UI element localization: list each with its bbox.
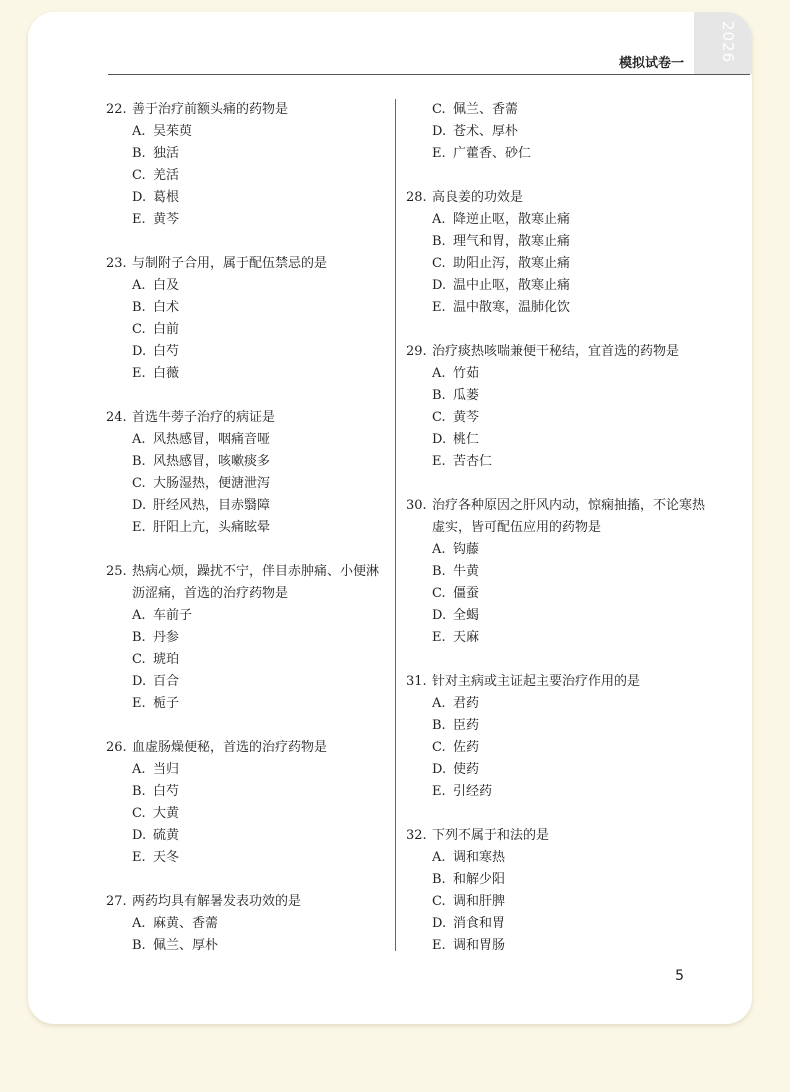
question-block bbox=[406, 495, 706, 649]
option-text: 理气和胃，散寒止痛 bbox=[453, 234, 571, 249]
option-letter: B. bbox=[432, 234, 446, 249]
option-letter: B. bbox=[132, 454, 146, 469]
question-number: 27. bbox=[106, 894, 127, 909]
answer-option bbox=[106, 209, 391, 231]
option-text: 琥珀 bbox=[153, 652, 180, 667]
option-letter: E. bbox=[132, 366, 146, 381]
question-text: 下列不属于和法的是 bbox=[432, 828, 550, 843]
option-letter: B. bbox=[132, 300, 146, 315]
option-letter: C. bbox=[432, 102, 446, 117]
answer-option bbox=[106, 341, 391, 363]
option-letter: D. bbox=[132, 828, 147, 843]
option-text: 天麻 bbox=[453, 630, 480, 645]
option-text: 和解少阳 bbox=[453, 872, 506, 887]
answer-option bbox=[406, 297, 706, 319]
question-block bbox=[106, 737, 391, 869]
answer-option bbox=[106, 913, 391, 935]
option-letter: D. bbox=[432, 762, 447, 777]
question-block bbox=[406, 341, 706, 473]
option-letter: C. bbox=[132, 652, 146, 667]
option-letter: A. bbox=[432, 366, 446, 381]
answer-option bbox=[406, 429, 706, 451]
page-header-title: 模拟试卷一 bbox=[618, 56, 684, 71]
option-text: 苦杏仁 bbox=[453, 454, 493, 469]
answer-option bbox=[106, 297, 391, 319]
option-text: 葛根 bbox=[153, 190, 180, 205]
question-number: 24. bbox=[106, 410, 127, 425]
option-letter: E. bbox=[432, 300, 446, 315]
option-text: 降逆止呕，散寒止痛 bbox=[453, 212, 571, 227]
option-text: 白及 bbox=[153, 278, 180, 293]
question-block bbox=[406, 99, 706, 165]
question-block bbox=[106, 891, 391, 957]
question-number: 22. bbox=[106, 102, 127, 117]
exam-page bbox=[28, 12, 752, 1024]
option-text: 风热感冒，咽痛音哑 bbox=[153, 432, 271, 447]
option-letter: A. bbox=[432, 696, 446, 711]
answer-option bbox=[106, 165, 391, 187]
option-text: 温中止呕，散寒止痛 bbox=[453, 278, 571, 293]
option-letter: D. bbox=[432, 916, 447, 931]
question-text: 两药均具有解暑发表功效的是 bbox=[132, 894, 302, 909]
question-text: 针对主病或主证起主要治疗作用的是 bbox=[432, 674, 641, 689]
option-text: 使药 bbox=[453, 762, 480, 777]
question-number: 26. bbox=[106, 740, 127, 755]
option-text: 僵蚕 bbox=[453, 586, 480, 601]
option-letter: B. bbox=[132, 146, 146, 161]
option-letter: E. bbox=[132, 520, 146, 535]
question-stem bbox=[106, 99, 391, 121]
option-letter: D. bbox=[132, 498, 147, 513]
question-stem bbox=[106, 561, 391, 605]
option-text: 百合 bbox=[153, 674, 180, 689]
question-text: 治疗各种原因之肝风内动，惊痫抽搐，不论寒热虚实，皆可配伍应用的药物是 bbox=[432, 498, 706, 535]
option-text: 白术 bbox=[153, 300, 180, 315]
answer-option bbox=[406, 935, 706, 957]
answer-option bbox=[106, 759, 391, 781]
answer-option bbox=[406, 385, 706, 407]
option-text: 白芍 bbox=[153, 784, 180, 799]
question-block bbox=[406, 671, 706, 803]
answer-option bbox=[406, 407, 706, 429]
option-letter: C. bbox=[132, 476, 146, 491]
left-column bbox=[106, 99, 391, 979]
option-text: 麻黄、香薷 bbox=[153, 916, 219, 931]
option-text: 大黄 bbox=[153, 806, 180, 821]
answer-option bbox=[106, 605, 391, 627]
question-text: 与制附子合用，属于配伍禁忌的是 bbox=[132, 256, 328, 271]
answer-option bbox=[106, 429, 391, 451]
option-letter: C. bbox=[132, 168, 146, 183]
answer-option bbox=[406, 209, 706, 231]
question-stem bbox=[106, 891, 391, 913]
option-letter: E. bbox=[132, 696, 146, 711]
option-letter: B. bbox=[432, 718, 446, 733]
option-letter: A. bbox=[432, 542, 446, 557]
answer-option bbox=[106, 847, 391, 869]
option-letter: E. bbox=[132, 850, 146, 865]
option-letter: B. bbox=[432, 388, 446, 403]
option-letter: D. bbox=[432, 124, 447, 139]
option-letter: D. bbox=[432, 432, 447, 447]
answer-option bbox=[106, 143, 391, 165]
option-letter: B. bbox=[132, 784, 146, 799]
option-text: 调和肝脾 bbox=[453, 894, 506, 909]
question-stem bbox=[106, 407, 391, 429]
corner-tab-text: 2026 bbox=[719, 21, 737, 64]
question-block bbox=[106, 561, 391, 715]
question-number: 31. bbox=[406, 674, 427, 689]
answer-option bbox=[406, 561, 706, 583]
option-letter: C. bbox=[432, 586, 446, 601]
question-number: 25. bbox=[106, 564, 127, 579]
question-stem bbox=[406, 825, 706, 847]
answer-option bbox=[106, 363, 391, 385]
question-text: 善于治疗前额头痛的药物是 bbox=[132, 102, 289, 117]
option-letter: D. bbox=[132, 674, 147, 689]
option-text: 肝经风热，目赤翳障 bbox=[153, 498, 271, 513]
option-letter: E. bbox=[432, 454, 446, 469]
option-letter: E. bbox=[432, 146, 446, 161]
question-text: 血虚肠燥便秘，首选的治疗药物是 bbox=[132, 740, 328, 755]
option-text: 白薇 bbox=[153, 366, 180, 381]
answer-option bbox=[106, 693, 391, 715]
question-number: 23. bbox=[106, 256, 127, 271]
option-text: 车前子 bbox=[153, 608, 193, 623]
option-text: 黄芩 bbox=[453, 410, 480, 425]
option-text: 广藿香、砂仁 bbox=[453, 146, 532, 161]
option-text: 调和胃肠 bbox=[453, 938, 506, 953]
option-text: 白前 bbox=[153, 322, 180, 337]
option-letter: B. bbox=[432, 564, 446, 579]
option-text: 温中散寒，温肺化饮 bbox=[453, 300, 571, 315]
option-text: 佩兰、厚朴 bbox=[153, 938, 219, 953]
option-letter: E. bbox=[432, 938, 446, 953]
answer-option bbox=[406, 693, 706, 715]
page-number: 5 bbox=[675, 968, 684, 984]
option-letter: D. bbox=[132, 190, 147, 205]
answer-option bbox=[406, 143, 706, 165]
answer-option bbox=[106, 319, 391, 341]
option-text: 硫黄 bbox=[153, 828, 180, 843]
question-text: 治疗痰热咳喘兼便干秘结，宜首选的药物是 bbox=[432, 344, 680, 359]
option-letter: C. bbox=[132, 322, 146, 337]
question-block bbox=[406, 187, 706, 319]
answer-option bbox=[406, 781, 706, 803]
answer-option bbox=[406, 99, 706, 121]
option-text: 调和寒热 bbox=[453, 850, 506, 865]
option-letter: C. bbox=[432, 740, 446, 755]
question-stem bbox=[406, 341, 706, 363]
answer-option bbox=[406, 847, 706, 869]
answer-option bbox=[406, 737, 706, 759]
question-stem bbox=[106, 253, 391, 275]
question-text: 首选牛蒡子治疗的病证是 bbox=[132, 410, 276, 425]
answer-option bbox=[406, 759, 706, 781]
question-text: 高良姜的功效是 bbox=[432, 190, 524, 205]
answer-option bbox=[106, 803, 391, 825]
option-text: 当归 bbox=[153, 762, 180, 777]
option-letter: B. bbox=[132, 938, 146, 953]
option-letter: B. bbox=[432, 872, 446, 887]
answer-option bbox=[406, 583, 706, 605]
option-text: 羌活 bbox=[153, 168, 180, 183]
right-column bbox=[406, 99, 706, 979]
answer-option bbox=[406, 451, 706, 473]
question-number: 30. bbox=[406, 498, 427, 513]
option-text: 大肠湿热，便溏泄泻 bbox=[153, 476, 271, 491]
answer-option bbox=[106, 473, 391, 495]
option-letter: E. bbox=[432, 784, 446, 799]
header-divider bbox=[108, 74, 750, 75]
option-text: 牛黄 bbox=[453, 564, 480, 579]
question-stem bbox=[406, 187, 706, 209]
answer-option bbox=[406, 715, 706, 737]
option-text: 肝阳上亢，头痛眩晕 bbox=[153, 520, 271, 535]
option-letter: A. bbox=[132, 278, 146, 293]
option-text: 君药 bbox=[453, 696, 480, 711]
answer-option bbox=[406, 363, 706, 385]
option-letter: C. bbox=[432, 894, 446, 909]
option-letter: E. bbox=[432, 630, 446, 645]
option-text: 风热感冒，咳嗽痰多 bbox=[153, 454, 271, 469]
option-letter: D. bbox=[132, 344, 147, 359]
option-text: 吴茱萸 bbox=[153, 124, 193, 139]
option-letter: C. bbox=[432, 410, 446, 425]
option-text: 助阳止泻，散寒止痛 bbox=[453, 256, 571, 271]
option-letter: D. bbox=[432, 608, 447, 623]
option-text: 钩藤 bbox=[453, 542, 480, 557]
answer-option bbox=[106, 649, 391, 671]
answer-option bbox=[406, 913, 706, 935]
option-text: 丹参 bbox=[153, 630, 180, 645]
answer-option bbox=[406, 627, 706, 649]
answer-option bbox=[406, 253, 706, 275]
option-letter: A. bbox=[132, 916, 146, 931]
option-letter: A. bbox=[132, 432, 146, 447]
question-stem bbox=[106, 737, 391, 759]
answer-option bbox=[106, 517, 391, 539]
option-text: 佐药 bbox=[453, 740, 480, 755]
option-text: 消食和胃 bbox=[453, 916, 506, 931]
answer-option bbox=[106, 935, 391, 957]
answer-option bbox=[106, 121, 391, 143]
question-block bbox=[106, 407, 391, 539]
answer-option bbox=[406, 231, 706, 253]
answer-option bbox=[106, 495, 391, 517]
option-text: 瓜蒌 bbox=[453, 388, 480, 403]
question-stem bbox=[406, 671, 706, 693]
option-letter: A. bbox=[432, 850, 446, 865]
option-letter: D. bbox=[432, 278, 447, 293]
answer-option bbox=[406, 275, 706, 297]
question-number: 28. bbox=[406, 190, 427, 205]
answer-option bbox=[406, 605, 706, 627]
answer-option bbox=[406, 121, 706, 143]
answer-option bbox=[106, 825, 391, 847]
question-block bbox=[106, 99, 391, 231]
option-text: 引经药 bbox=[453, 784, 493, 799]
answer-option bbox=[106, 275, 391, 297]
answer-option bbox=[406, 539, 706, 561]
option-text: 佩兰、香薷 bbox=[453, 102, 519, 117]
answer-option bbox=[106, 781, 391, 803]
option-letter: A. bbox=[132, 124, 146, 139]
question-stem bbox=[406, 495, 706, 539]
question-text: 热病心烦，躁扰不宁，伴目赤肿痛、小便淋沥涩痛，首选的治疗药物是 bbox=[132, 564, 380, 601]
option-text: 黄芩 bbox=[153, 212, 180, 227]
option-text: 苍术、厚朴 bbox=[453, 124, 519, 139]
option-text: 桃仁 bbox=[453, 432, 480, 447]
answer-option bbox=[106, 671, 391, 693]
option-text: 竹茹 bbox=[453, 366, 480, 381]
answer-option bbox=[106, 627, 391, 649]
option-letter: C. bbox=[432, 256, 446, 271]
option-text: 独活 bbox=[153, 146, 180, 161]
question-number: 29. bbox=[406, 344, 427, 359]
option-letter: B. bbox=[132, 630, 146, 645]
option-text: 栀子 bbox=[153, 696, 180, 711]
option-text: 白芍 bbox=[153, 344, 180, 359]
option-text: 天冬 bbox=[153, 850, 180, 865]
answer-option bbox=[106, 187, 391, 209]
question-number: 32. bbox=[406, 828, 427, 843]
question-block bbox=[406, 825, 706, 957]
answer-option bbox=[106, 451, 391, 473]
option-letter: C. bbox=[132, 806, 146, 821]
option-letter: A. bbox=[132, 762, 146, 777]
option-letter: A. bbox=[432, 212, 446, 227]
option-letter: E. bbox=[132, 212, 146, 227]
option-letter: A. bbox=[132, 608, 146, 623]
option-text: 全蝎 bbox=[453, 608, 480, 623]
answer-option bbox=[406, 891, 706, 913]
option-text: 臣药 bbox=[453, 718, 480, 733]
answer-option bbox=[406, 869, 706, 891]
column-divider bbox=[395, 99, 396, 951]
corner-tab bbox=[694, 12, 752, 74]
question-block bbox=[106, 253, 391, 385]
